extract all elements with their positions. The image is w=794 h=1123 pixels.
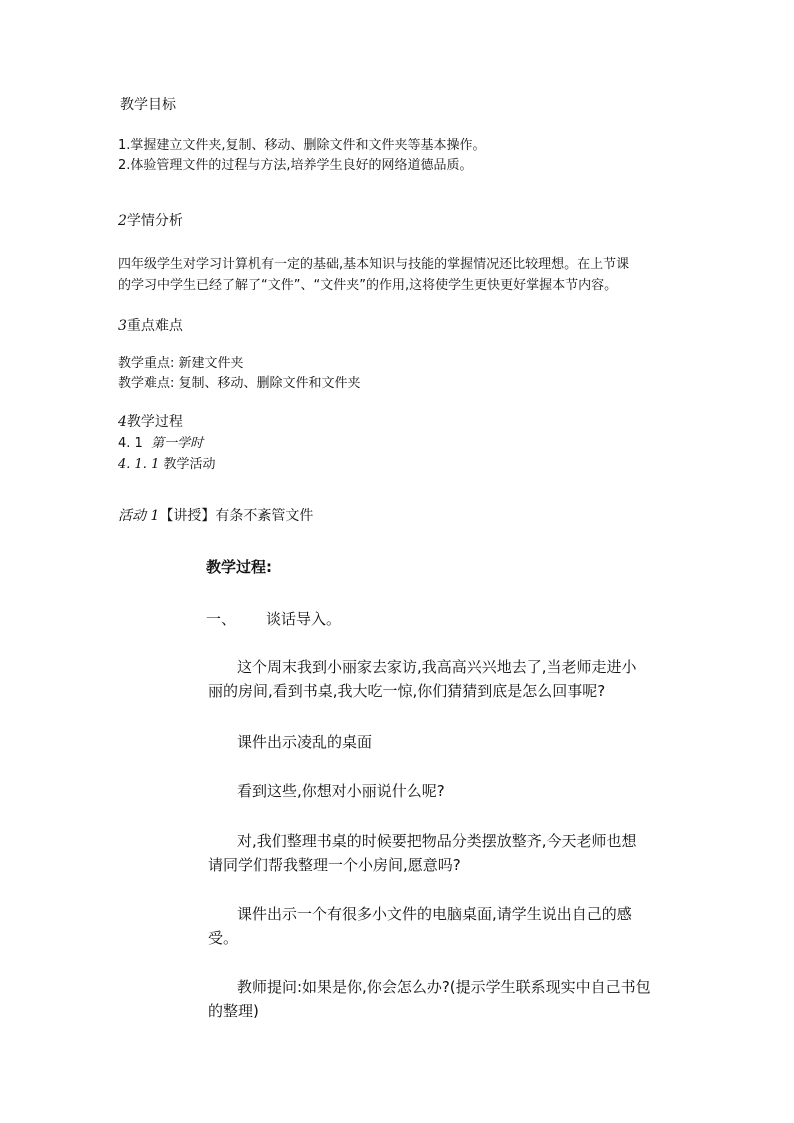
- activity-tag: 【讲授】: [159, 508, 216, 524]
- paragraph-6-line-1: 教师提问:如果是你,你会怎么办?(提示学生联系现实中自己书包: [237, 978, 651, 996]
- paragraph-4-line-2: 请同学们帮我整理一个小房间,愿意吗?: [208, 856, 461, 874]
- process-number: 4: [118, 414, 127, 430]
- paragraph-4-line-1: 对,我们整理书桌的时候要把物品分类摆放整齐,今天老师也想: [237, 832, 637, 850]
- paragraph-5-line-2: 受。: [208, 929, 239, 947]
- analysis-line-1: 四年级学生对学习计算机有一定的基础,基本知识与技能的掌握情况还比较理想。在上节课: [118, 257, 630, 272]
- section-number: 一、: [206, 610, 237, 628]
- objectives-heading: 教学目标: [120, 97, 176, 113]
- activity-heading: [118, 508, 313, 525]
- section-title: 谈话导入。: [266, 610, 342, 628]
- analysis-line-2: 的学习中学生已经了解了“文件”、“文件夹”的作用,这将使学生更快更好掌握本节内容。: [118, 278, 618, 293]
- paragraph-6-line-2: 的整理): [208, 1002, 259, 1020]
- paragraph-2: 课件出示凌乱的桌面: [237, 733, 373, 751]
- activity-label: 活动 1: [118, 508, 160, 524]
- process-sub-1-number: 4. 1: [118, 436, 143, 451]
- process-heading-text: 教学过程: [126, 414, 183, 430]
- process-sub-2-number: 4. 1. 1: [118, 457, 160, 472]
- activity-title: 有条不紊管文件: [215, 508, 314, 524]
- process-sub-1: [118, 436, 203, 452]
- paragraph-5-line-1: 课件出示一个有很多小文件的电脑桌面,请学生说出自己的感: [237, 905, 632, 923]
- teaching-difficulty: 教学难点: 复制、移动、删除文件和文件夹: [118, 376, 361, 391]
- paragraph-1-line-1: 这个周末我到小丽家去家访,我高高兴兴地去了,当老师走进小: [237, 658, 637, 676]
- objective-item-1: 1.掌握建立文件夹,复制、移动、删除文件和文件夹等基本操作。: [118, 138, 486, 153]
- teaching-focus: 教学重点: 新建文件夹: [118, 356, 244, 371]
- process-sub-2-title: 教学活动: [163, 457, 216, 472]
- key-points-number: 3: [118, 318, 127, 334]
- paragraph-1-line-2: 丽的房间,看到书桌,我大吃一惊,你们猜猜到底是怎么回事呢?: [208, 682, 606, 700]
- process-heading: [118, 414, 183, 431]
- section-heading: [206, 610, 341, 628]
- key-points-heading: [118, 318, 183, 335]
- process-sub-1-title: 第一学时: [151, 436, 204, 451]
- objective-item-2: 2.体验管理文件的过程与方法,培养学生良好的网络道德品质。: [118, 158, 473, 173]
- key-points-heading-text: 重点难点: [126, 318, 183, 334]
- analysis-heading: [118, 213, 183, 230]
- process-title: 教学过程:: [206, 558, 272, 576]
- paragraph-3: 看到这些,你想对小丽说什么呢?: [237, 782, 445, 800]
- process-sub-2: [118, 457, 216, 473]
- analysis-number: 2: [118, 213, 127, 229]
- analysis-heading-text: 学情分析: [126, 213, 183, 229]
